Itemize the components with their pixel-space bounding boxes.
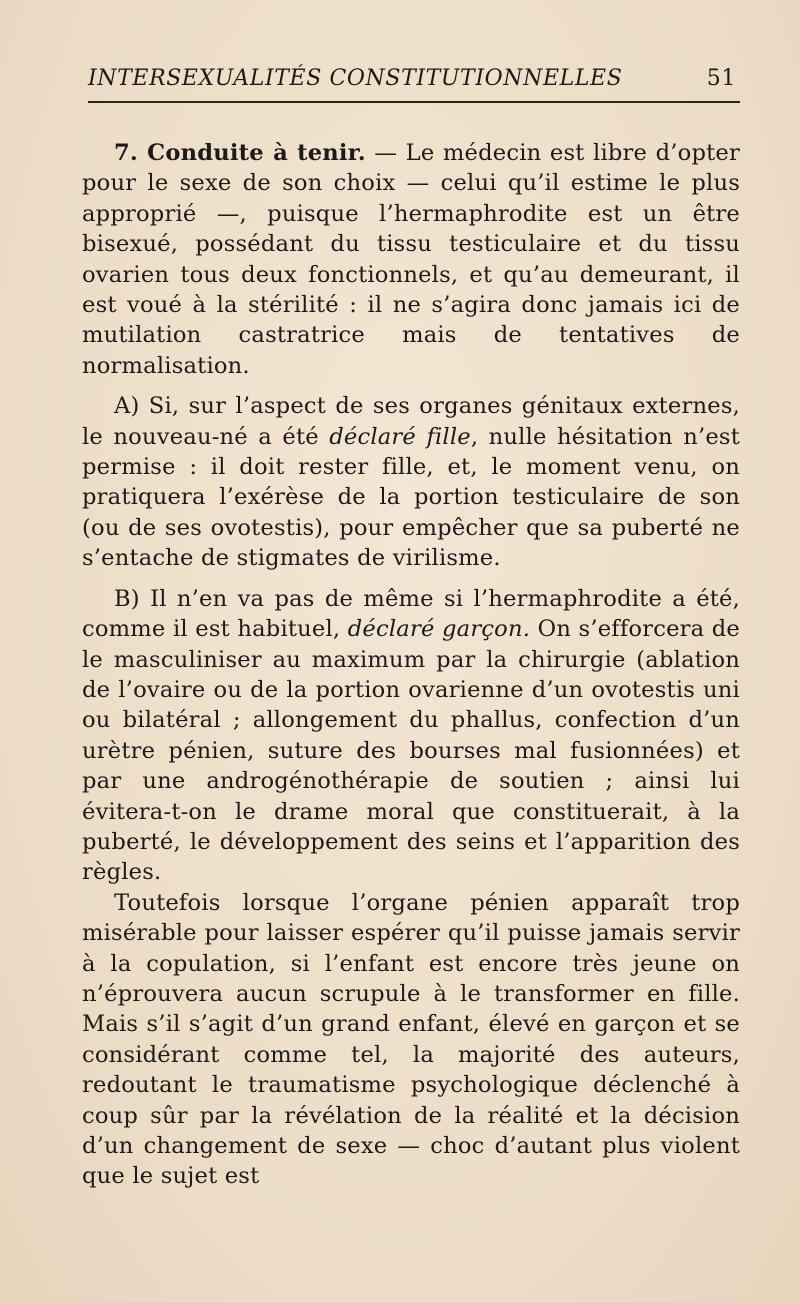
paragraph-toutefois xyxy=(82,888,740,1192)
emphasis-text: déclaré garçon. xyxy=(347,616,531,643)
paragraph-text: A) Si, sur l’aspect de ses organes génitaux externes, le nouveau-né a été xyxy=(82,393,740,450)
page-number: 51 xyxy=(706,66,736,91)
header-rule xyxy=(88,101,740,103)
paragraph-b xyxy=(82,584,740,888)
running-title: INTERSEXUALITÉS CONSTITUTIONNELLES xyxy=(88,66,623,91)
paragraph-text: , nulle hésitation n’est permise : il doit rester fille, et, le moment venu, on pratiquera l’exérèse de la portion testiculaire de son (ou de ses ovotestis), pour empêcher que sa puberté ne s’entache de stigmates de virilisme. xyxy=(82,423,740,572)
paragraph-text: B) Il n’en va pas de même si l’hermaphrodite a été, comme il est habituel, xyxy=(82,585,740,643)
body-text xyxy=(82,138,740,1192)
paragraph-conduite xyxy=(82,138,740,381)
section-heading: 7. Conduite à tenir. xyxy=(114,140,366,166)
running-head xyxy=(88,60,740,100)
paragraph-text: Toutefois lorsque l’organe pénien apparaît trop misérable pour laisser espérer qu’il puisse jamais servir à la copulation, si l’enfant est encore très jeune on n’éprouvera aucun scrupule à le transformer en fille. Mais s’il s’agit d’un grand enfant, élevé en garçon et se considérant comme tel, la majorité des auteurs, redoutant le traumatisme psychologique déclenché à coup sûr par la révélation de la réalité et la décision d’un changement de sexe — choc d’autant plus violent que le sujet est xyxy=(82,889,740,1190)
paragraph-text: — Le médecin est libre d’opter pour le sexe de son choix — celui qu’il estime le plus approprié —, puisque l’hermaphrodite est un être bisexué, possédant du tissu testiculaire et du tissu ovarien tous deux fonctionnels, et qu’au demeurant, il est voué à la stérilité : il ne s’agira donc jamais ici de mutilation castratrice mais de tentatives de normalisation. xyxy=(82,140,740,379)
paragraph-a xyxy=(82,391,740,573)
paragraph-text: On s’efforcera de le masculiniser au maximum par la chirurgie (ablation de l’ovaire ou de la portion ovarienne d’un ovotestis uni ou bilatéral ; allongement du phallus, confection d’un urètre pénien, suture des bourses mal fusionnées) et par une androgénothérapie de soutien ; ainsi lui évitera-t-on le drame moral que constituerait, à la puberté, le développement des seins et l’apparition des règles. xyxy=(82,616,741,886)
emphasis-text: déclaré fille xyxy=(329,423,471,450)
